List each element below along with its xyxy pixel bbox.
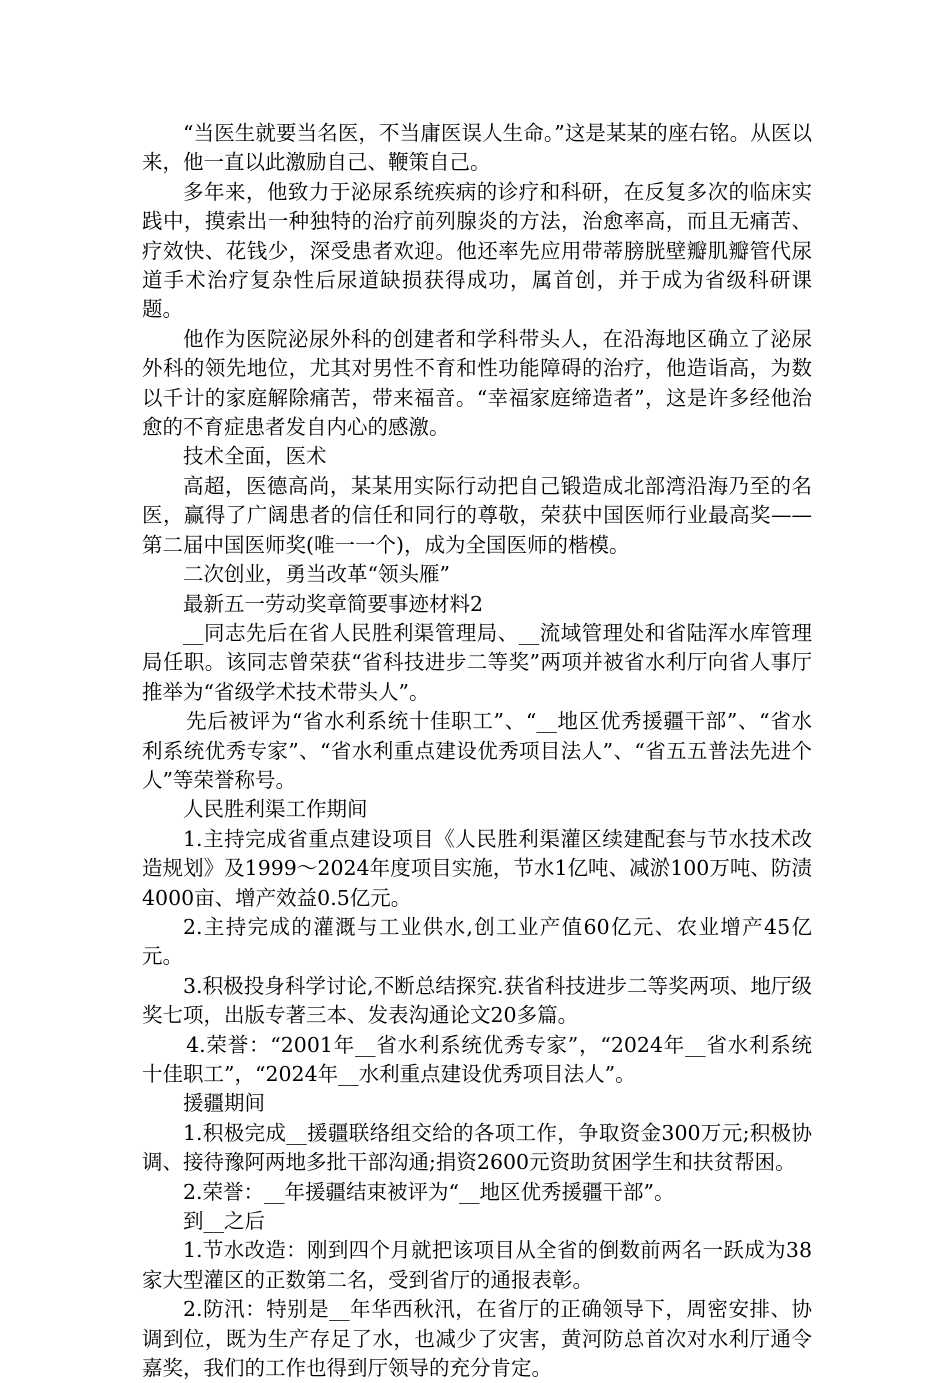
paragraph-xinjiang-item-2: 2.荣誉：__年援疆结束被评为“__地区优秀援疆干部”。 — [183, 1179, 675, 1204]
paragraph-canal-item-2: 2.主持完成的灌溉与工业供水,创工业产值60亿元、农业增产45亿元。 — [142, 914, 812, 969]
paragraph-heading-arrival: 到__之后 — [183, 1209, 265, 1234]
paragraph-section-title: 最新五一劳动奖章简要事迹材料2 — [183, 591, 484, 616]
document-body — [142, 119, 812, 1383]
paragraph-xinjiang-item-1: 1.积极完成__援疆联络组交给的各项工作，争取资金300万元;积极协调、接待豫阿两地多批干部沟通;捐资2600元资助贫困学生和扶贫帮困。 — [142, 1120, 812, 1175]
paragraph-canal-item-3: 3.积极投身科学讨论,不断总结探究.获省科技进步二等奖两项、地厅级奖七项，出版专著三本、发表沟通论文20多篇。 — [142, 973, 812, 1028]
paragraph-heading-canal: 人民胜利渠工作期间 — [183, 797, 368, 822]
paragraph-career: __同志先后在省人民胜利渠管理局、__流域管理处和省陆浑水库管理局任职。该同志曾荣获“省科技进步二等奖”两项并被省水利厅向省人事厅推举为“省级学术技术带头人”。 — [142, 620, 812, 704]
paragraph-award: 高超，医德高尚，某某用实际行动把自己锻造成北部湾沿海乃至的名医，赢得了广阔患者的信任和同行的尊敬，荣获中国医师行业最高奖——第二届中国医师奖(唯一一个)，成为全国医师的楷模。 — [142, 473, 812, 557]
paragraph-motto: “当医生就要当名医，不当庸医误人生命。”这是某某的座右铭。从医以来，他一直以此激励自己、鞭策自己。 — [142, 121, 812, 175]
paragraph-canal-item-4: 4.荣誉：“2001年__省水利系统优秀专家”，“2024年__省水利系统十佳职工”，“2024年__水利重点建设优秀项目法人”。 — [142, 1032, 812, 1086]
paragraph-canal-item-1: 1.主持完成省重点建设项目《人民胜利渠灌区续建配套与节水技术改造规划》及1999～2024年度项目实施，节水1亿吨、减淤100万吨、防渍4000亩、增产效益0.5亿元。 — [142, 826, 812, 910]
paragraph-heading-technique: 技术全面，医术 — [183, 444, 327, 469]
paragraph-heading-xinjiang: 援疆期间 — [183, 1091, 265, 1116]
paragraph-arrival-item-1: 1.节水改造：刚到四个月就把该项目从全省的倒数前两名一跃成为38家大型灌区的正数第二名，受到省厅的通报表彰。 — [142, 1238, 812, 1292]
paragraph-research: 多年来，他致力于泌尿系统疾病的诊疗和科研，在反复多次的临床实践中，摸索出一种独特的治疗前列腺炎的方法，治愈率高，而且无痛苦、疗效快、花钱少，深受患者欢迎。他还率先应用带蒂膀胱壁瓣肌瓣管代尿道手术治疗复杂性后尿道缺损获得成功，属首创，并于成为省级科研课题。 — [142, 179, 812, 322]
paragraph-arrival-item-2: 2.防汛：特别是__年华西秋汛，在省厅的正确领导下，周密安排、协调到位，既为生产存足了水，也减少了灾害，黄河防总首次对水利厅通令嘉奖，我们的工作也得到厅领导的充分肯定。 — [142, 1297, 812, 1381]
paragraph-heading-reform: 二次创业，勇当改革“领头雁” — [183, 562, 450, 587]
paragraph-honors: 先后被评为“省水利系统十佳职工”、“__地区优秀援疆干部”、“省水利系统优秀专家”、“省水利重点建设优秀项目法人”、“省五五普法先进个人”等荣誉称号。 — [142, 709, 812, 792]
paragraph-urology-leader: 他作为医院泌尿外科的创建者和学科带头人，在沿海地区确立了泌尿外科的领先地位，尤其对男性不育和性功能障碍的治疗，他造诣高，为数以千计的家庭解除痛苦，带来福音。“幸福家庭缔造者”，这是许多经他治愈的不育症患者发自内心的感激。 — [142, 326, 812, 440]
